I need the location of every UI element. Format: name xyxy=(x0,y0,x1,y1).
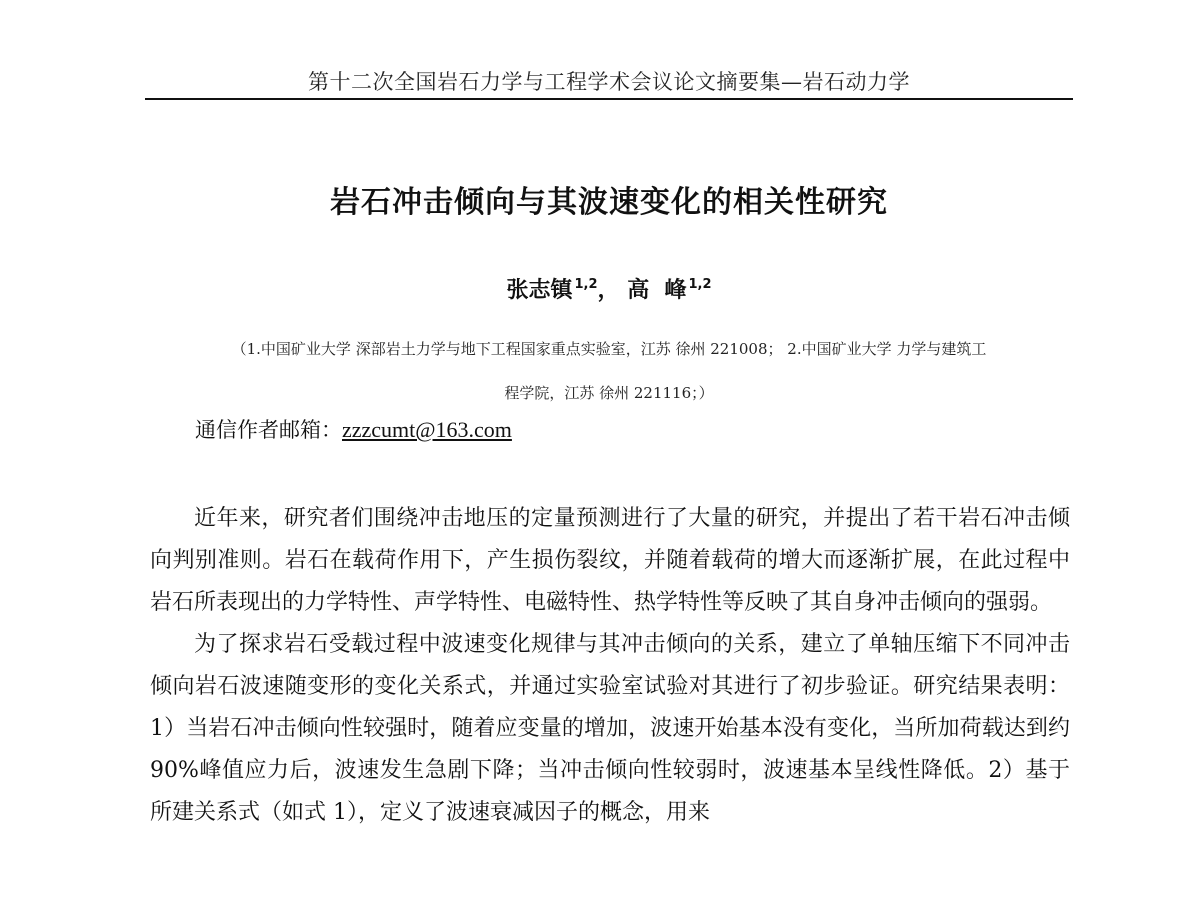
email-link[interactable]: zzzcumt@163.com xyxy=(342,417,512,442)
email-line xyxy=(195,414,512,444)
abstract-paragraph: 为了探求岩石受载过程中波速变化规律与其冲击倾向的关系，建立了单轴压缩下不同冲击倾向岩石波速随变形的变化关系式，并通过实验室试验对其进行了初步验证。研究结果表明： 1）当岩石冲击倾向性较强时，随着应变量的增加，波速开始基本没有变化，当所加荷载达到约 90%峰值应力后，波速发生急剧下降；当冲击倾向性较弱时，波速基本呈线性降低。2）基于所建关系式（如式 1），定义了波速衰减因子的概念，用来 xyxy=(150,632,1070,825)
affiliation-line: （1.中国矿业大学 深部岩土力学与地下工程国家重点实验室，江苏 徐州 221008； 2.中国矿业大学 力学与建筑工 xyxy=(231,340,987,358)
author-affiliation-mark: 1,2 xyxy=(574,277,598,292)
abstract-body xyxy=(150,498,1070,834)
author-name: 高 峰 xyxy=(627,278,687,303)
author-line xyxy=(145,273,1073,304)
email-label: 通信作者邮箱： xyxy=(195,418,342,442)
running-header: 第十二次全国岩石力学与工程学术会议论文摘要集—岩石动力学 xyxy=(308,70,910,94)
author-separator: ， xyxy=(597,278,620,303)
paper-title: 岩石冲击倾向与其波速变化的相关性研究 xyxy=(330,185,888,220)
abstract-paragraph: 近年来，研究者们围绕冲击地压的定量预测进行了大量的研究，并提出了若干岩石冲击倾向判别准则。岩石在载荷作用下，产生损伤裂纹，并随着载荷的增大而逐渐扩展，在此过程中岩石所表现出的力学特性、声学特性、电磁特性、热学特性等反映了其自身冲击倾向的强弱。 xyxy=(150,506,1070,615)
author-name: 张志镇 xyxy=(506,278,573,303)
affiliations xyxy=(150,327,1068,415)
header-rule xyxy=(145,98,1073,100)
affiliation-line: 程学院，江苏 徐州 221116；） xyxy=(504,384,714,402)
author-affiliation-mark: 1,2 xyxy=(688,277,712,292)
